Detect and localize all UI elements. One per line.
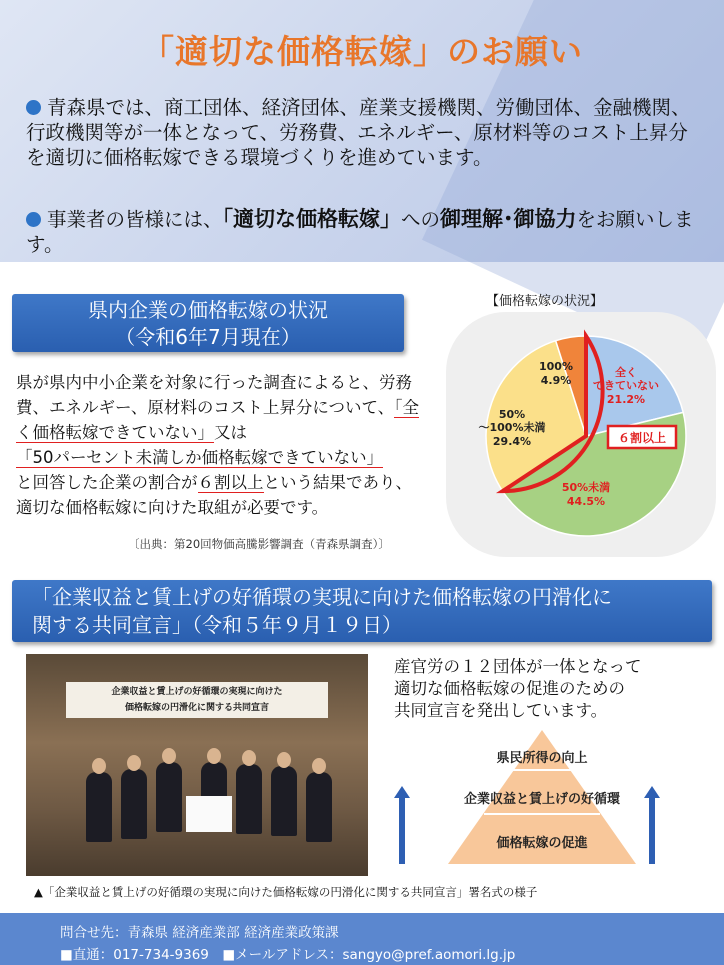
intro-bullet-1 [26,95,706,170]
survey-text-mid: 又は [214,423,247,442]
survey-highlight: ６割以上 [197,473,264,492]
signing-ceremony-photo [26,654,368,876]
bullet-icon [26,212,41,227]
person-head [312,758,326,774]
slice-value-label: 44.5% [566,495,606,508]
person-head [162,748,176,764]
person [306,772,332,842]
person-head [127,755,141,771]
survey-quote-2: 「50パーセント未満しか価格転嫁できていない」 [16,448,384,467]
section1-title: 県内企業の価格転嫁の状況 [88,298,328,322]
declaration-text [394,656,704,722]
person [156,762,182,832]
footer-contact: 問合せ先：青森県 経済産業部 経済産業政策課 [60,925,339,941]
person-head [242,750,256,766]
survey-text-mid2: と回答した企業の割合が [16,473,198,492]
pyramid-top-label: 県民所得の向上 [496,751,588,766]
declaration-document [186,796,232,832]
up-arrow-left-icon [394,786,410,864]
intro-text-1: 青森県では、商工団体、経済団体、産業支援機関、労働団体、金融機関、行政機関等が一体となって、労務費、エネルギー、原材料等のコスト上昇分を適切に価格転嫁できる環境づくりを進めています。 [26,96,691,169]
person [86,772,112,842]
pie-chart [476,326,696,546]
intro-emphasis-1: 「適切な価格転嫁」 [222,207,402,231]
person [271,766,297,836]
chart-title: 【価格転嫁の状況】 [486,294,604,309]
section2-title-2: 関する共同宣言」（令和５年９月１９日） [32,613,402,637]
person [121,769,147,839]
slice-value-label: 21.2% [606,393,646,406]
photo-banner [66,682,328,718]
intro-emphasis-2: 御理解･御協力 [440,207,577,231]
intro-bullet-2 [26,207,706,257]
person [236,764,262,834]
section2-title-1: 「企業収益と賃上げの好循環の実現に向けた価格転嫁の円滑化に [32,585,612,609]
footer-phone-email: ■直通：017-734-9369 ■メールアドレス：sangyo@pref.aomori.lg.jp [60,947,516,963]
person-head [92,758,106,774]
section2-header [12,580,712,642]
slice-label: 50%未満 44.5% [561,481,611,508]
slice-label: 100% 4.9% [539,360,573,387]
photo-banner-line1: 企業収益と賃上げの好循環の実現に向けた [111,687,283,697]
declaration-line-2: 適切な価格転嫁の促進のための [394,679,625,698]
slice-value-label: 29.4% [492,435,532,448]
source-note: 〔出典：第20回物価高騰影響調査（青森県調査）〕 [128,537,390,551]
photo-caption: ▲「企業収益と賃上げの好循環の実現に向けた価格転嫁の円滑化に関する共同宣言」署名式の様子 [34,885,538,899]
bullet-icon [26,100,41,115]
section1-header [12,294,404,352]
survey-text-post: という結果であり、適切な価格転嫁に向けた取組が必要です。 [16,473,412,517]
survey-quote-1: 「全く価格転嫁できていない」 [16,398,419,442]
pyramid-diagram [392,730,692,870]
intro-text-2a: 事業者の皆様には、 [47,208,223,231]
intro-text-2b: への [401,208,441,231]
slice-label: 50%～100%未満 29.4% [478,408,546,448]
survey-text-pre: 県が県内中小企業を対象に行った調査によると、労務費、エネルギー、原材料のコスト上昇分について、 [16,373,412,417]
pyramid-bottom-label: 価格転嫁の促進 [496,836,588,851]
up-arrow-right-icon [644,786,660,864]
declaration-line-1: 産官労の１２団体が一体となって [394,657,642,676]
survey-text [16,370,426,520]
section1-date: （令和6年7月現在） [115,325,301,349]
person-head [277,752,291,768]
person-head [207,748,221,764]
callout-label: ６割以上 [617,431,667,445]
slice-label: 全くできていない 21.2% [593,366,659,406]
intro-text-2c: をお願いします。 [26,208,694,256]
page-title: 「適切な価格転嫁」のお願い [141,32,583,71]
photo-banner-line2: 価格転嫁の円滑化に関する共同宣言 [124,703,269,713]
slice-value-label: 4.9% [540,374,572,387]
declaration-line-3: 共同宣言を発出しています。 [394,701,608,720]
footer [0,913,724,965]
pyramid-middle-label: 企業収益と賃上げの好循環 [463,792,621,807]
